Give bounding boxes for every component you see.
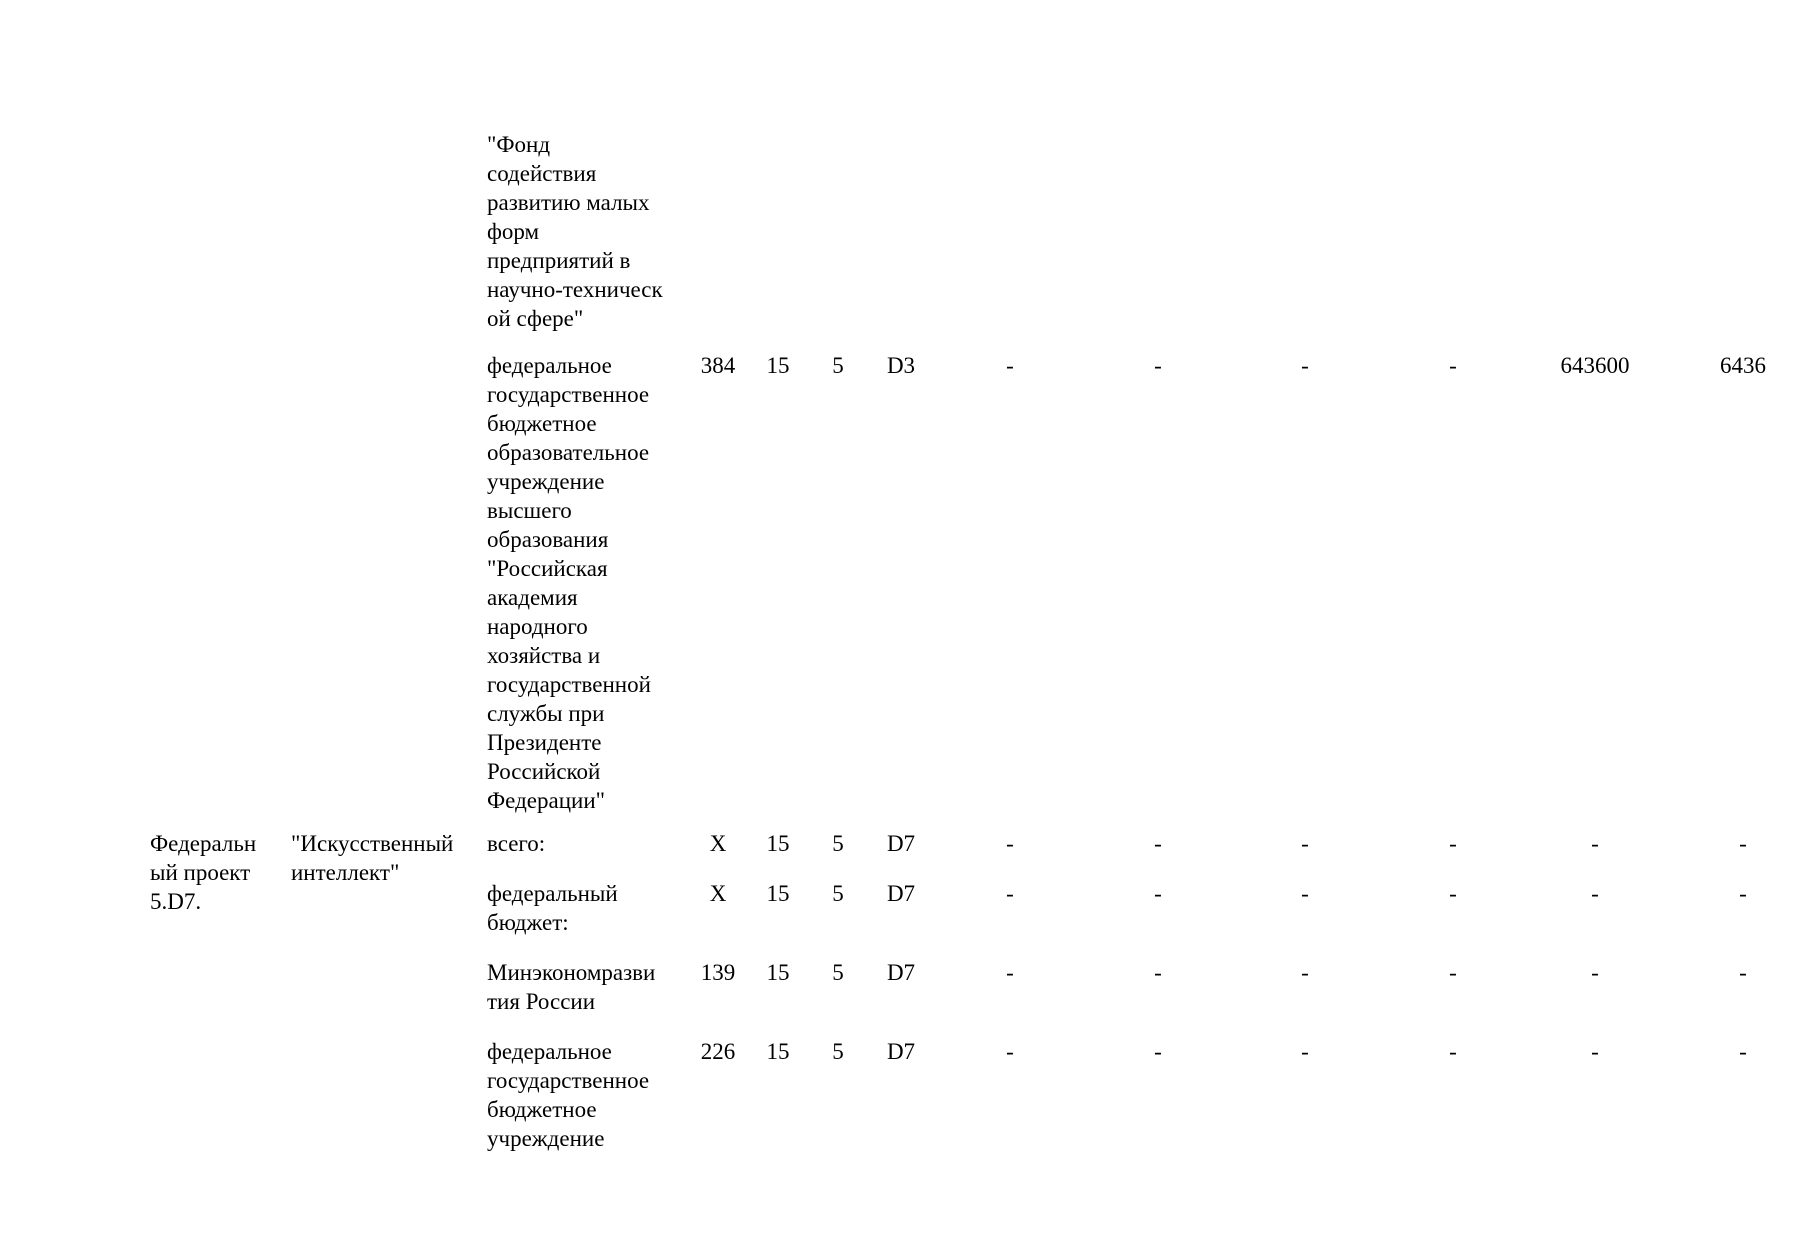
- value-cell: -: [1739, 1039, 1747, 1064]
- org-line: образовательное: [487, 440, 650, 465]
- target-article-code: D7: [886, 1039, 916, 1064]
- value-cell: -: [1006, 831, 1014, 856]
- value-cell: -: [1154, 960, 1162, 985]
- subsection-code: 5: [832, 353, 844, 378]
- org-line: государственное: [487, 382, 650, 407]
- org-line: тия России: [487, 989, 596, 1014]
- org-line: предприятий в: [487, 248, 631, 273]
- federal-project-name: [291, 829, 476, 887]
- subsection-code: 5: [832, 881, 844, 906]
- org-line: бюджетное: [487, 411, 597, 436]
- target-article-code: D7: [886, 881, 916, 906]
- org-name-federal-budget: [487, 879, 687, 937]
- section-code: 15: [766, 353, 790, 378]
- subsection-code: 5: [832, 960, 844, 985]
- value-cell: -: [1739, 881, 1747, 906]
- org-line: всего:: [487, 831, 546, 856]
- org-line: высшего: [487, 498, 572, 523]
- project-name-line: "Искусственный: [291, 831, 454, 856]
- value-cell: -: [1154, 831, 1162, 856]
- org-line: академия: [487, 585, 578, 610]
- value-cell: 643600: [1560, 353, 1630, 378]
- org-name-fund: [487, 130, 687, 333]
- grbs-code: 139: [700, 960, 736, 985]
- value-cell: -: [1449, 831, 1457, 856]
- value-cell: -: [1154, 1039, 1162, 1064]
- org-line: "Фонд: [487, 132, 551, 157]
- org-name-total: [487, 829, 687, 858]
- value-cell: -: [1006, 1039, 1014, 1064]
- value-cell: -: [1449, 881, 1457, 906]
- grbs-code: X: [709, 881, 727, 906]
- org-line: Федерации": [487, 788, 606, 813]
- federal-project-code: [150, 829, 270, 916]
- value-cell: 6436: [1720, 353, 1766, 378]
- value-cell: -: [1739, 831, 1747, 856]
- grbs-code: X: [709, 831, 727, 856]
- target-article-code: D7: [886, 960, 916, 985]
- project-code-line: ый проект: [150, 860, 251, 885]
- org-line: федеральный: [487, 881, 618, 906]
- org-line: федеральное: [487, 353, 612, 378]
- grbs-code: 226: [700, 1039, 736, 1064]
- org-line: службы при: [487, 701, 605, 726]
- org-line: государственной: [487, 672, 651, 697]
- value-cell: -: [1006, 353, 1014, 378]
- value-cell: -: [1591, 831, 1599, 856]
- project-name-line: интеллект": [291, 860, 400, 885]
- org-line: бюджетное: [487, 1097, 597, 1122]
- org-line: форм: [487, 219, 540, 244]
- value-cell: -: [1301, 881, 1309, 906]
- org-line: учреждение: [487, 469, 605, 494]
- org-line: развитию малых: [487, 190, 650, 215]
- org-line: Президенте: [487, 730, 602, 755]
- section-code: 15: [766, 831, 790, 856]
- org-line: Российской: [487, 759, 601, 784]
- value-cell: -: [1301, 960, 1309, 985]
- target-article-code: D7: [886, 831, 916, 856]
- section-code: 15: [766, 960, 790, 985]
- org-line: образования: [487, 527, 609, 552]
- org-line: "Российская: [487, 556, 608, 581]
- value-cell: -: [1154, 881, 1162, 906]
- value-cell: -: [1006, 881, 1014, 906]
- section-code: 15: [766, 1039, 790, 1064]
- org-line: бюджет:: [487, 910, 569, 935]
- org-line: научно-техническ: [487, 277, 663, 302]
- org-line: Минэкономразви: [487, 960, 656, 985]
- value-cell: -: [1301, 1039, 1309, 1064]
- org-line: государственное: [487, 1068, 650, 1093]
- value-cell: -: [1591, 1039, 1599, 1064]
- org-line: народного: [487, 614, 588, 639]
- org-line: хозяйства и: [487, 643, 601, 668]
- org-line: ой сфере": [487, 306, 584, 331]
- value-cell: -: [1449, 960, 1457, 985]
- subsection-code: 5: [832, 831, 844, 856]
- org-name-ranepa: [487, 351, 687, 815]
- project-code-line: 5.D7.: [150, 889, 202, 914]
- subsection-code: 5: [832, 1039, 844, 1064]
- org-line: содействия: [487, 161, 597, 186]
- section-code: 15: [766, 881, 790, 906]
- org-line: федеральное: [487, 1039, 612, 1064]
- org-name-budget-institution: [487, 1037, 687, 1153]
- value-cell: -: [1006, 960, 1014, 985]
- value-cell: -: [1449, 353, 1457, 378]
- value-cell: -: [1449, 1039, 1457, 1064]
- value-cell: -: [1301, 831, 1309, 856]
- value-cell: -: [1591, 960, 1599, 985]
- value-cell: -: [1591, 881, 1599, 906]
- value-cell: -: [1154, 353, 1162, 378]
- grbs-code: 384: [700, 353, 736, 378]
- value-cell: -: [1301, 353, 1309, 378]
- org-name-ministry: [487, 958, 687, 1016]
- project-code-line: Федеральн: [150, 831, 257, 856]
- org-line: учреждение: [487, 1126, 605, 1151]
- target-article-code: D3: [886, 353, 916, 378]
- value-cell: -: [1739, 960, 1747, 985]
